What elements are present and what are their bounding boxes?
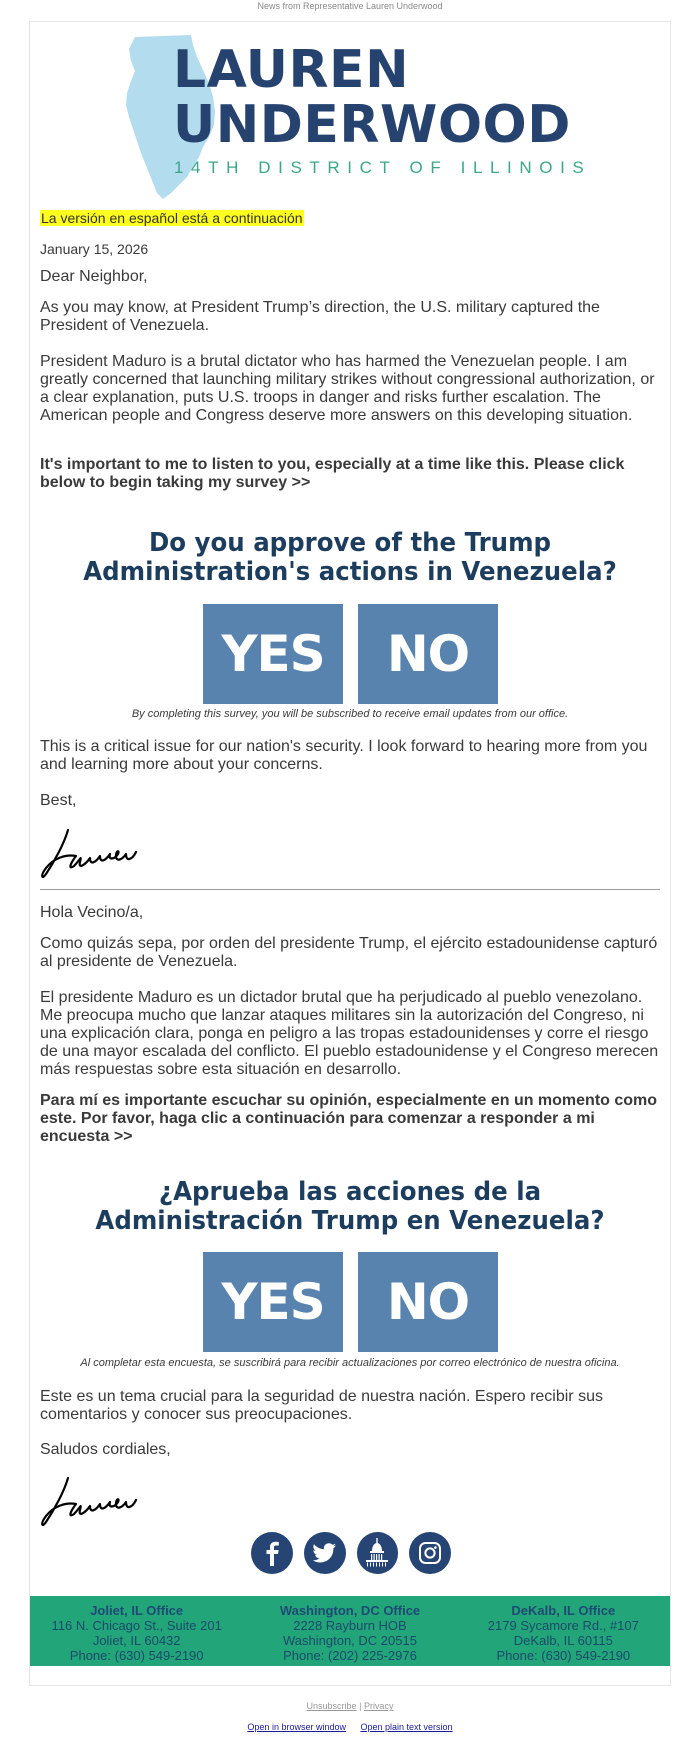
yes-button-es[interactable]: YES	[203, 1252, 343, 1352]
office-name: DeKalb, IL Office	[511, 1603, 616, 1618]
greeting-es: Hola Vecino/a,	[40, 904, 144, 921]
closing-paragraph-es: Este es un tema crucial para la seguridad de nuestra nación. Espero recibir sus comentarios y conocer sus preocupaciones.	[40, 1388, 603, 1423]
instagram-icon[interactable]	[409, 1532, 451, 1574]
no-button-en[interactable]: NO	[358, 604, 498, 704]
no-button-es[interactable]: NO	[358, 1252, 498, 1352]
logo-name-last: UNDERWOOD	[173, 95, 571, 155]
twitter-icon[interactable]	[304, 1532, 346, 1574]
office-address-line1: 2228 Rayburn HOB	[293, 1618, 407, 1633]
greeting-en: Dear Neighbor,	[40, 268, 148, 285]
facebook-icon[interactable]	[251, 1532, 293, 1574]
survey-cta-es[interactable]: Para mí es importante escuchar su opinión, especialmente en un momento como este. Por favor, haga clic a continuación para comenzar a responder a mi encuesta >>	[40, 1092, 658, 1145]
unsubscribe-link[interactable]: Unsubscribe	[306, 1701, 357, 1711]
office-address-line1: 2179 Sycamore Rd., #107	[487, 1618, 639, 1633]
office-washington	[243, 1596, 456, 1666]
paragraph-2-es: El presidente Maduro es un dictador brutal que ha perjudicado al pueblo venezolano. Me preocupa mucho que lanzar ataques militares sin la autorización del Congreso, ni una explicación clara, ponga en peligro a las tropas estadounidenses y corre el riesgo de una mayor escalada del conflicto. El pueblo estadounidense y el Congreso merecen más respuestas sobre esta situación en desarrollo.	[40, 989, 659, 1078]
spanish-version-notice: La versión en español está a continuación	[41, 210, 303, 226]
office-joliet	[30, 1596, 243, 1666]
closing-paragraph-en: This is a critical issue for our nation's security. I look forward to hearing more from you and learning more about your concerns.	[40, 738, 648, 773]
open-plain-text-link[interactable]: Open plain text version	[360, 1722, 453, 1732]
survey-question-en: Do you approve of the Trump Administration's actions in Venezuela?	[83, 528, 617, 587]
footer-legal-links	[0, 1701, 700, 1711]
logo-name-first: LAUREN	[173, 40, 410, 100]
yes-button-en[interactable]: YES	[203, 604, 343, 704]
letter-date: January 15, 2026	[40, 241, 149, 257]
footer-view-links	[0, 1722, 700, 1732]
sign-off-es: Saludos cordiales,	[40, 1441, 171, 1458]
logo-district: 14TH DISTRICT OF ILLINOIS	[174, 158, 592, 177]
disclaimer-es: Al completar esta encuesta, se suscribirá para recibir actualizaciones por correo electrónico de nuestra oficina.	[80, 1357, 620, 1369]
paragraph-1-en: As you may know, at President Trump’s direction, the U.S. military captured the President of Venezuela.	[40, 299, 600, 334]
sign-off-en: Best,	[40, 792, 77, 809]
office-phone: Phone: (202) 225-2976	[283, 1648, 417, 1663]
signature-image	[40, 824, 140, 882]
office-dekalb	[457, 1596, 670, 1666]
preheader-text: News from Representative Lauren Underwood	[257, 1, 443, 11]
office-address-line2: Joliet, IL 60432	[92, 1633, 181, 1648]
paragraph-1-es: Como quizás sepa, por orden del presidente Trump, el ejército estadounidense capturó al presidente de Venezuela.	[40, 935, 658, 970]
office-phone: Phone: (630) 549-2190	[496, 1648, 631, 1663]
office-address-line2: Washington, DC 20515	[283, 1633, 417, 1648]
language-divider	[40, 889, 660, 890]
survey-question-es: ¿Aprueba las acciones de la Administración Trump en Venezuela?	[95, 1177, 605, 1236]
link-separator: |	[359, 1701, 362, 1711]
disclaimer-en: By completing this survey, you will be subscribed to receive email updates from our office.	[131, 708, 569, 720]
signature-image-es	[40, 1472, 140, 1530]
office-locations	[30, 1596, 670, 1666]
open-browser-link[interactable]: Open in browser window	[247, 1722, 346, 1732]
office-phone: Phone: (630) 549-2190	[69, 1648, 204, 1663]
office-name: Joliet, IL Office	[90, 1603, 184, 1618]
office-address-line2: DeKalb, IL 60115	[513, 1633, 613, 1648]
office-address-line1: 116 N. Chicago St., Suite 201	[51, 1618, 222, 1633]
office-name: Washington, DC Office	[279, 1603, 421, 1618]
privacy-link[interactable]: Privacy	[363, 1701, 394, 1711]
survey-cta-en[interactable]: It's important to me to listen to you, especially at a time like this. Please click below to begin taking my survey >>	[40, 456, 625, 491]
paragraph-2-en: President Maduro is a brutal dictator who has harmed the Venezuelan people. I am greatly concerned that launching military strikes without congressional authorization, or a clear explanation, puts U.S. troops in danger and risks further escalation. The American people and Congress deserve more answers on this developing situation.	[40, 353, 655, 424]
social-links	[251, 1532, 451, 1574]
capitol-icon[interactable]	[357, 1532, 399, 1574]
